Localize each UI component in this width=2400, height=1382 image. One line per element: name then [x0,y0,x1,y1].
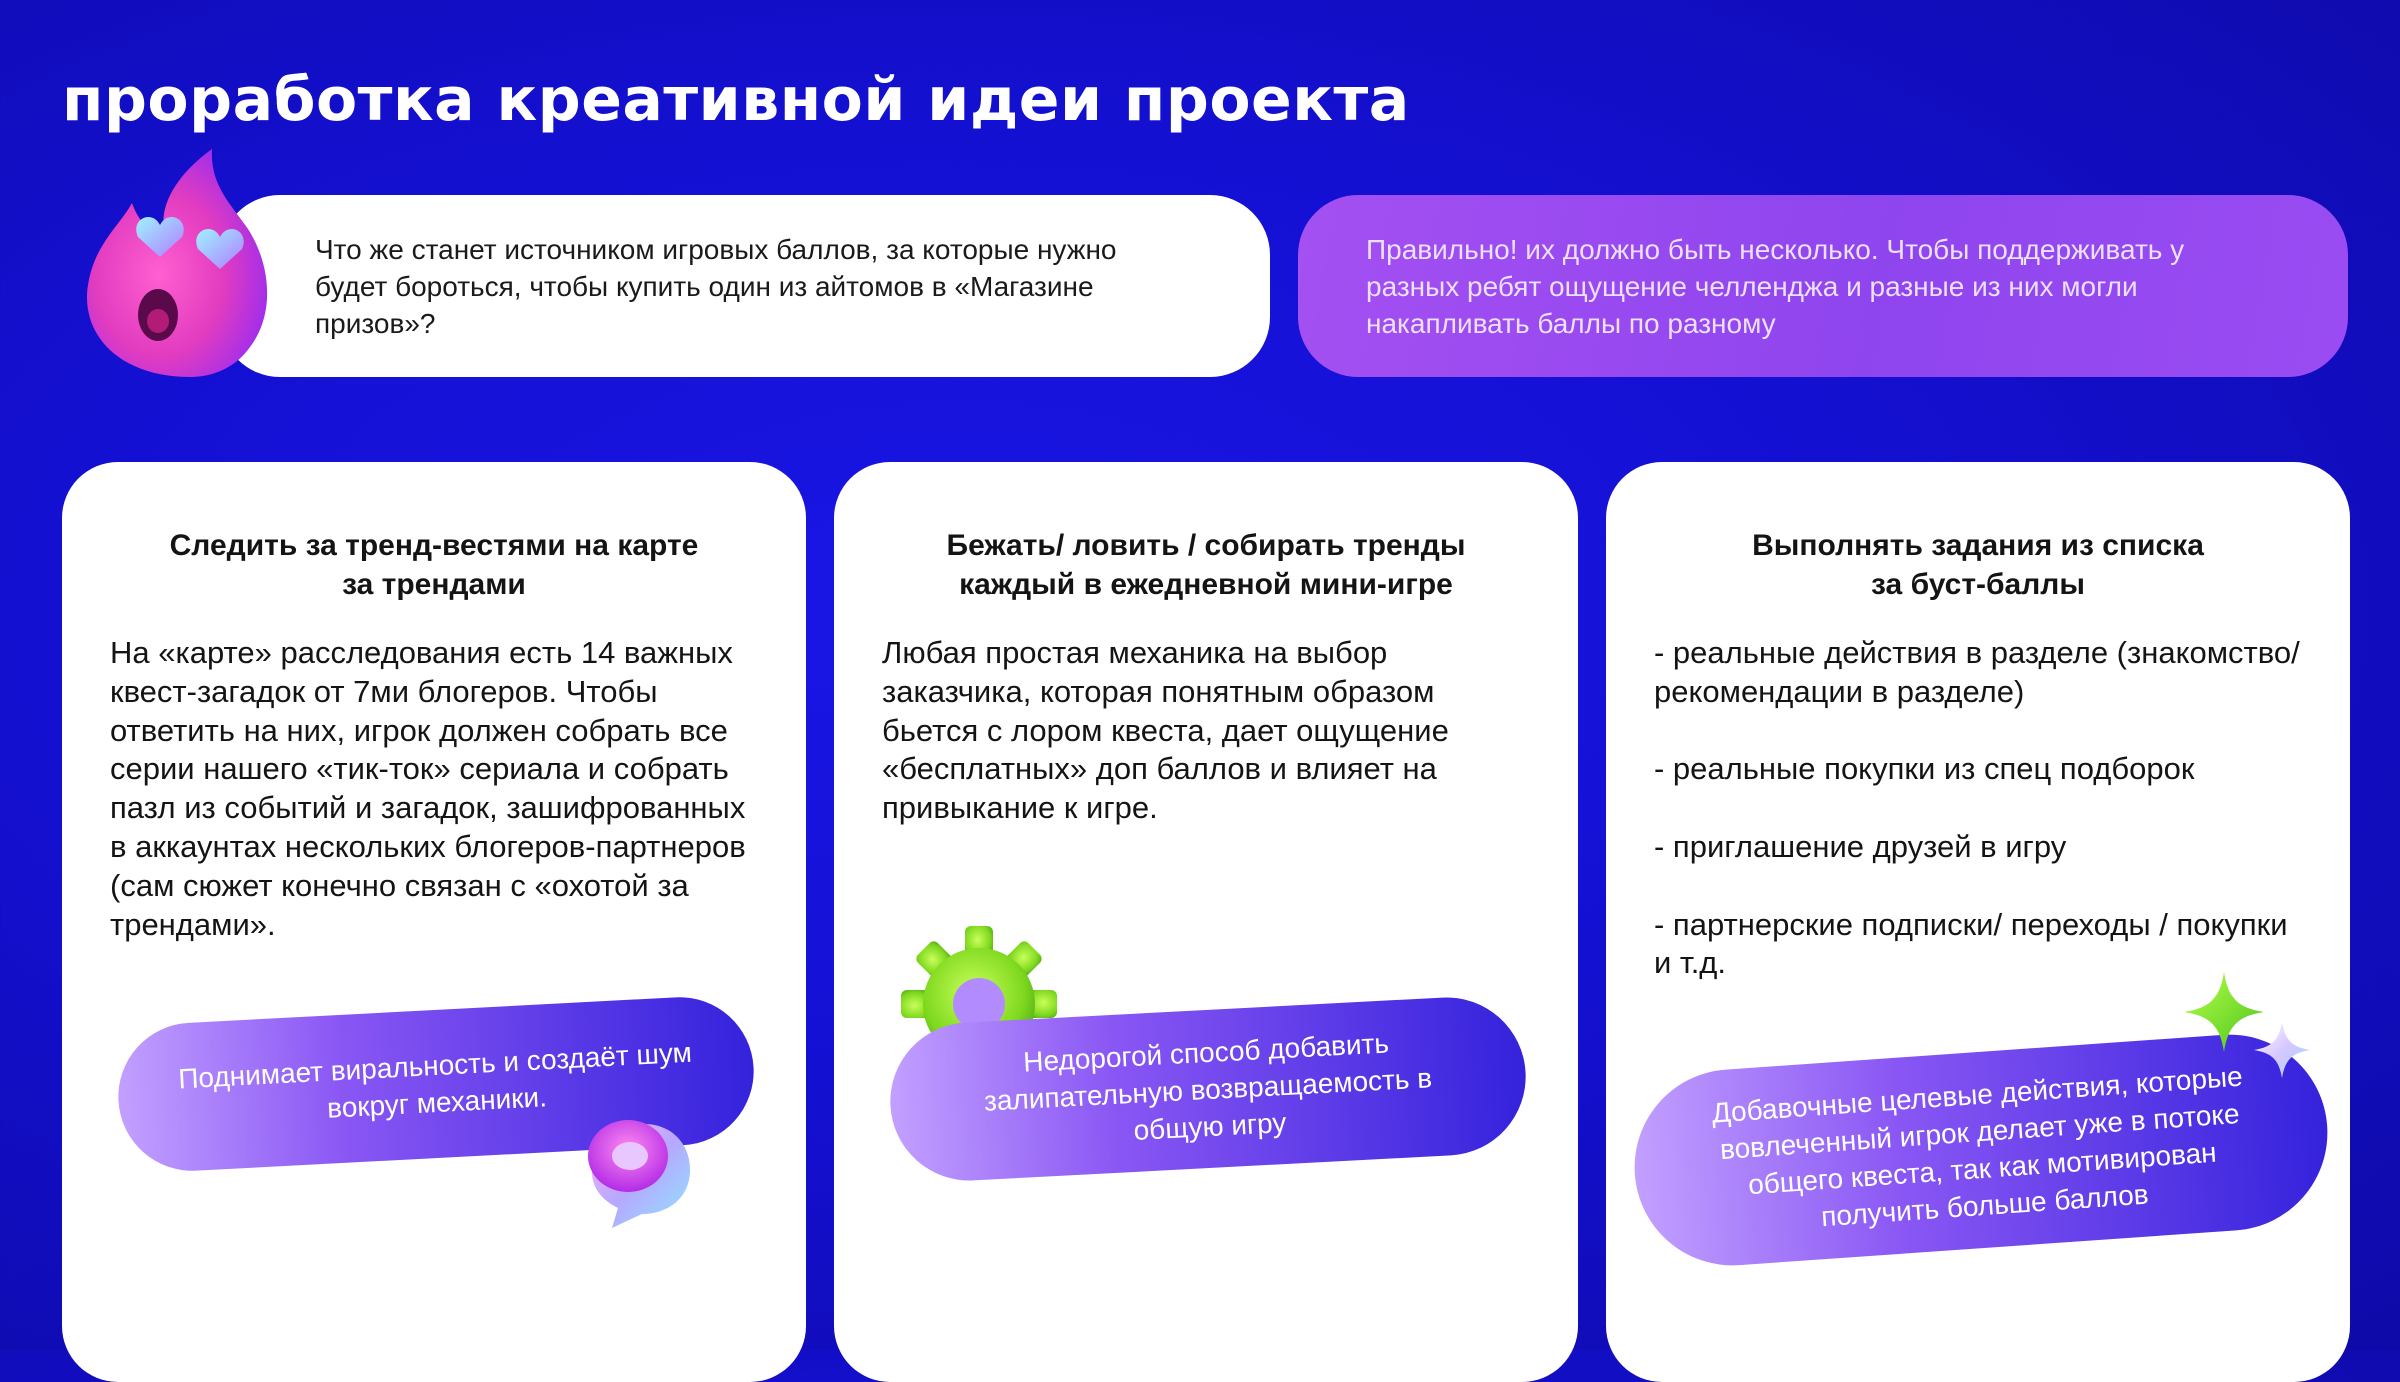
highlight-pill [886,993,1529,1184]
card-body: На «карте» расследования есть 14 важных квест-загадок от 7ми блогеров. Чтобы ответить на них, игрок должен собрать все серии нашего «тик-ток» сериала и собрать пазл из событий и загадок, зашифрованных в аккаунтах нескольких блогеров-партнеров (сам сюжет конечно связан с «охотой за трендами». [110,635,746,942]
sparkle-star-icon [2180,970,2320,1100]
page-title: проработка креативной идеи проекта [62,65,1410,135]
pill-text: Недорогой способ добавить залипательную возвращаемость в общую игру [983,1026,1433,1146]
pill-text: Поднимает виральность и создаёт шум вокруг механики. [177,1036,693,1124]
fire-heart-eyes-icon [80,145,290,385]
list-item: - реальные действия в разделе (знакомство/ рекомендации в разделе) [1654,635,2300,709]
question-bubble [220,195,1270,377]
question-text: Что же станет источником игровых баллов, за которые нужно будет бороться, чтобы купить один из айтомов в «Магазине призов»? [315,234,1117,339]
card-title: Бежать/ ловить / собирать тренды каждый в ежедневной мини-игре [946,529,1466,601]
card-trend-map [62,462,806,1382]
card-title: Следить за тренд-вестями на карте за трендами [169,529,699,601]
card-mini-game [834,462,1578,1382]
speech-bubble-icon [572,1102,702,1232]
card-body: Любая простая механика на выбор заказчика, которая понятным образом бьется с лором квеста, дает ощущение «бесплатных» доп баллов и влияет на привыкание к игре. [882,635,1449,826]
answer-bubble [1298,195,2348,377]
task-list [1654,634,2310,1022]
list-item: - реальные покупки из спец подборок [1654,751,2195,787]
answer-text: Правильно! их должно быть несколько. Чтобы поддерживать у разных ребят ощущение челленджа и разные из них могли накапливать баллы по разному [1366,234,2185,339]
list-item: - приглашение друзей в игру [1654,828,2067,864]
list-item: - партнерские подписки/ переходы / покупки и т.д. [1654,906,2288,981]
card-boost-tasks [1606,462,2350,1382]
pill-text: Добавочные целевые действия, которые вовлеченный игрок делает уже в потоке общего квеста, так как мотивирован получить больше баллов [1710,1060,2244,1233]
card-title: Выполнять задания из списка за буст-баллы [1752,529,2204,601]
